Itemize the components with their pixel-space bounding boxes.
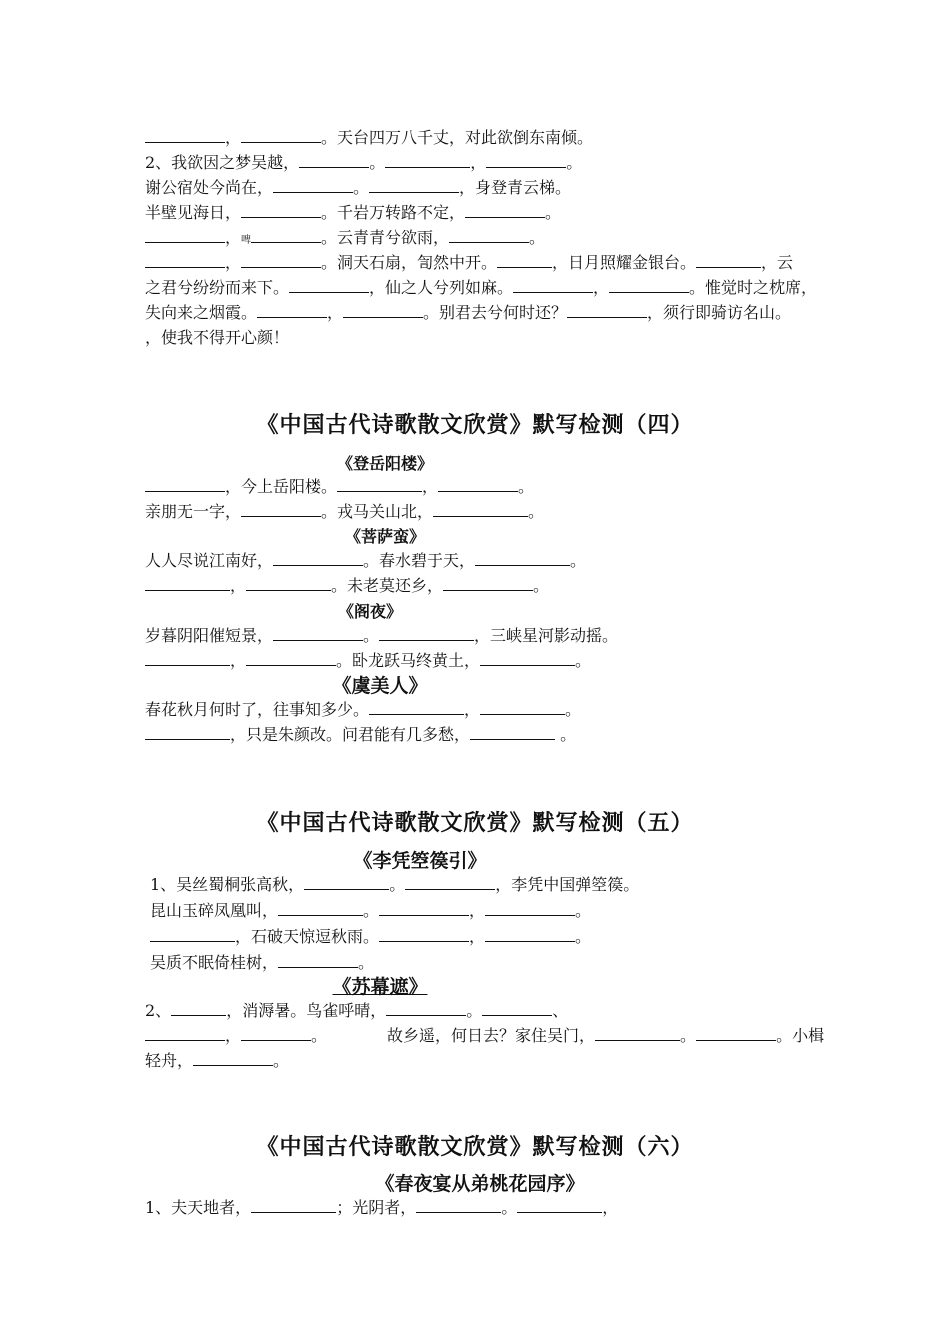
- text: 。: [545, 203, 562, 222]
- s3-line-6: [145, 251, 885, 275]
- text: ，: [230, 576, 247, 595]
- blank[interactable]: [696, 253, 761, 268]
- text: 人人尽说江南好，: [145, 551, 274, 570]
- blank[interactable]: [246, 576, 331, 591]
- text: 。: [311, 1026, 328, 1045]
- blank[interactable]: [145, 477, 225, 492]
- text: 之君兮纷纷而来下。: [145, 278, 290, 297]
- text: 、: [552, 1001, 569, 1020]
- text: ，: [602, 1198, 619, 1217]
- text: 。: [363, 626, 380, 645]
- s5-line: [150, 899, 890, 923]
- text: ，使我不得开心颜！: [145, 328, 290, 347]
- poem-title: 《菩萨蛮》: [344, 527, 425, 546]
- blank[interactable]: [145, 576, 230, 591]
- blank[interactable]: [273, 551, 363, 566]
- stray-mark: 啤: [241, 235, 252, 246]
- text: 。: [566, 153, 583, 172]
- blank[interactable]: [517, 1198, 602, 1213]
- blank[interactable]: [386, 1001, 466, 1016]
- s5-line: [145, 1024, 885, 1048]
- text: 。: [466, 1001, 483, 1020]
- text: 岁暮阴阳催短景，: [145, 626, 274, 645]
- s3-line-8: [145, 301, 885, 325]
- text: ，三峡星河影动摇。: [474, 626, 619, 645]
- text: ，: [593, 278, 610, 297]
- blank[interactable]: [241, 1026, 311, 1041]
- s4-line: [145, 574, 885, 598]
- blank[interactable]: [379, 626, 474, 641]
- blank[interactable]: [337, 477, 422, 492]
- text: ，: [225, 228, 242, 247]
- blank[interactable]: [416, 1198, 501, 1213]
- poem-title: 《虞美人》: [332, 675, 428, 697]
- blank[interactable]: [241, 203, 321, 218]
- text: 。: [533, 576, 550, 595]
- blank[interactable]: [485, 901, 575, 916]
- text: 。戎马关山北，: [321, 502, 434, 521]
- text: 失向来之烟霞。: [145, 303, 258, 322]
- text: ，: [225, 1026, 242, 1045]
- text: ，: [327, 303, 344, 322]
- text: 吴质不眠倚桂树，: [150, 953, 279, 972]
- poem-title: [230, 972, 530, 999]
- blank[interactable]: [475, 551, 570, 566]
- blank[interactable]: [480, 651, 575, 666]
- blank[interactable]: [145, 651, 230, 666]
- text: 。: [363, 901, 380, 920]
- s5-line: [150, 925, 890, 949]
- blank[interactable]: [251, 1198, 336, 1213]
- text: 。: [518, 477, 535, 496]
- blank[interactable]: [513, 278, 593, 293]
- text: 。别君去兮何时还？: [423, 303, 568, 322]
- blank[interactable]: [449, 228, 529, 243]
- s4-line: [145, 624, 885, 648]
- text: 。: [575, 651, 592, 670]
- blank[interactable]: [241, 128, 321, 143]
- blank[interactable]: [343, 303, 423, 318]
- text: ，: [225, 128, 242, 147]
- poem-title: 《登岳阳楼》: [336, 454, 433, 473]
- text: 。春水碧于天，: [363, 551, 476, 570]
- blank[interactable]: [145, 128, 225, 143]
- text: 。: [369, 153, 386, 172]
- text: 。: [528, 502, 545, 521]
- blank[interactable]: [251, 228, 321, 243]
- text: ，: [422, 477, 439, 496]
- text: 。天台四万八千丈，对此欲倒东南倾。: [321, 128, 594, 147]
- section-heading-6: 《中国古代诗歌散文欣赏》默写检测（六）: [256, 1134, 694, 1160]
- text: 。洞天石扇，訇然中开。: [321, 253, 498, 272]
- poem-title: 《李凭箜篌引》: [353, 850, 487, 872]
- blank[interactable]: [369, 700, 464, 715]
- blank[interactable]: [246, 651, 336, 666]
- text: ，今上岳阳楼。: [225, 477, 338, 496]
- text: 2、: [145, 1001, 172, 1020]
- blank[interactable]: [241, 502, 321, 517]
- text: ，消溽暑。鸟雀呼晴，: [226, 1001, 387, 1020]
- s3-line-2: [145, 151, 885, 175]
- text: 谢公宿处今尚在，: [145, 178, 274, 197]
- blank[interactable]: [257, 303, 327, 318]
- blank[interactable]: [480, 700, 565, 715]
- s3-line-4: [145, 201, 885, 225]
- text: 。: [575, 927, 592, 946]
- text: 。: [389, 875, 406, 894]
- s3-line-5: [145, 226, 885, 253]
- text: ，: [225, 253, 242, 272]
- blank[interactable]: [497, 253, 552, 268]
- blank[interactable]: [193, 1051, 273, 1066]
- s5-line: [145, 1049, 885, 1073]
- s4-line: [145, 649, 885, 673]
- text: 2、我欲因之梦吴越，: [145, 153, 300, 172]
- text: 。千岩万转路不定，: [321, 203, 466, 222]
- text: 。: [680, 1026, 697, 1045]
- blank[interactable]: [486, 153, 566, 168]
- blank[interactable]: [241, 253, 321, 268]
- s5-line: [145, 999, 885, 1023]
- blank[interactable]: [485, 927, 575, 942]
- poem-title: 《春夜宴从弟桃花园序》: [375, 1173, 585, 1195]
- text: 。: [273, 1051, 290, 1070]
- section-heading-4: 《中国古代诗歌散文欣赏》默写检测（四）: [256, 412, 694, 438]
- blank[interactable]: [145, 1026, 225, 1041]
- s3-line-1: [145, 126, 885, 150]
- text: 。: [529, 228, 546, 247]
- blank[interactable]: [150, 927, 235, 942]
- text: ，李凭中国弹箜篌。: [495, 875, 640, 894]
- text: ，仙之人兮列如麻。: [369, 278, 514, 297]
- text: 。: [353, 178, 370, 197]
- blank[interactable]: [433, 502, 528, 517]
- blank[interactable]: [405, 875, 495, 890]
- blank[interactable]: [595, 1026, 680, 1041]
- blank[interactable]: [443, 576, 533, 591]
- text: 昆山玉碎凤凰叫，: [150, 901, 279, 920]
- blank[interactable]: [609, 278, 689, 293]
- text: ；光阴者，: [336, 1198, 417, 1217]
- text: 。云青青兮欲雨，: [321, 228, 450, 247]
- blank[interactable]: [438, 477, 518, 492]
- text: ，: [230, 651, 247, 670]
- blank[interactable]: [145, 725, 230, 740]
- text: 。: [358, 953, 375, 972]
- s6-line: [145, 1196, 885, 1220]
- s5-line: [150, 873, 890, 897]
- text: 。: [565, 700, 582, 719]
- text: 半壁见海日，: [145, 203, 242, 222]
- poem-title-text: 《苏幕遮》: [332, 976, 428, 998]
- blank[interactable]: [273, 178, 353, 193]
- text: 。卧龙跃马终黄土，: [336, 651, 481, 670]
- text: ，: [470, 153, 487, 172]
- s3-line-9: [145, 326, 885, 350]
- s4-line: [145, 723, 885, 747]
- s4-line: [145, 549, 885, 573]
- text: 轻舟，: [145, 1051, 194, 1070]
- text: 1、夫天地者，: [145, 1198, 252, 1217]
- text: ，须行即骑访名山。: [647, 303, 792, 322]
- blank[interactable]: [465, 203, 545, 218]
- blank[interactable]: [289, 278, 369, 293]
- text: ，身登青云梯。: [459, 178, 572, 197]
- s3-line-7: [145, 276, 885, 300]
- blank[interactable]: [567, 303, 647, 318]
- blank[interactable]: [145, 253, 225, 268]
- poem-title: 《阁夜》: [337, 602, 402, 621]
- blank[interactable]: [379, 901, 469, 916]
- text: 。: [555, 725, 577, 744]
- text: ，只是朱颜改。问君能有几多愁，: [230, 725, 471, 744]
- s4-line: [145, 698, 885, 722]
- text: 春花秋月何时了，往事知多少。: [145, 700, 370, 719]
- blank[interactable]: [304, 875, 389, 890]
- text: ，: [469, 927, 486, 946]
- text: 。: [575, 901, 592, 920]
- blank[interactable]: [171, 1001, 226, 1016]
- section-heading-5: 《中国古代诗歌散文欣赏》默写检测（五）: [256, 810, 694, 836]
- blank[interactable]: [385, 153, 470, 168]
- blank[interactable]: [278, 901, 363, 916]
- text: 。: [570, 551, 587, 570]
- s4-line: [145, 500, 885, 524]
- text: ，: [469, 901, 486, 920]
- text: ，: [464, 700, 481, 719]
- blank[interactable]: [145, 228, 225, 243]
- text: 亲朋无一字，: [145, 502, 242, 521]
- blank[interactable]: [482, 1001, 552, 1016]
- text: 。惟觉时之枕席，: [689, 278, 818, 297]
- blank[interactable]: [696, 1026, 776, 1041]
- text: ，石破天惊逗秋雨。: [235, 927, 380, 946]
- text: 1、吴丝蜀桐张高秋，: [150, 875, 305, 894]
- text: 。未老莫还乡，: [331, 576, 444, 595]
- blank[interactable]: [379, 927, 469, 942]
- text: 。小楫: [776, 1026, 825, 1045]
- blank[interactable]: [470, 725, 555, 740]
- text: 故乡遥，何日去？家住吴门，: [387, 1026, 596, 1045]
- s3-line-3: [145, 176, 885, 200]
- text: 。: [501, 1198, 518, 1217]
- text: ，云: [761, 253, 794, 272]
- blank[interactable]: [278, 953, 358, 968]
- blank[interactable]: [273, 626, 363, 641]
- blank[interactable]: [369, 178, 459, 193]
- text: ，日月照耀金银台。: [552, 253, 697, 272]
- blank[interactable]: [299, 153, 369, 168]
- s4-line: [145, 475, 885, 499]
